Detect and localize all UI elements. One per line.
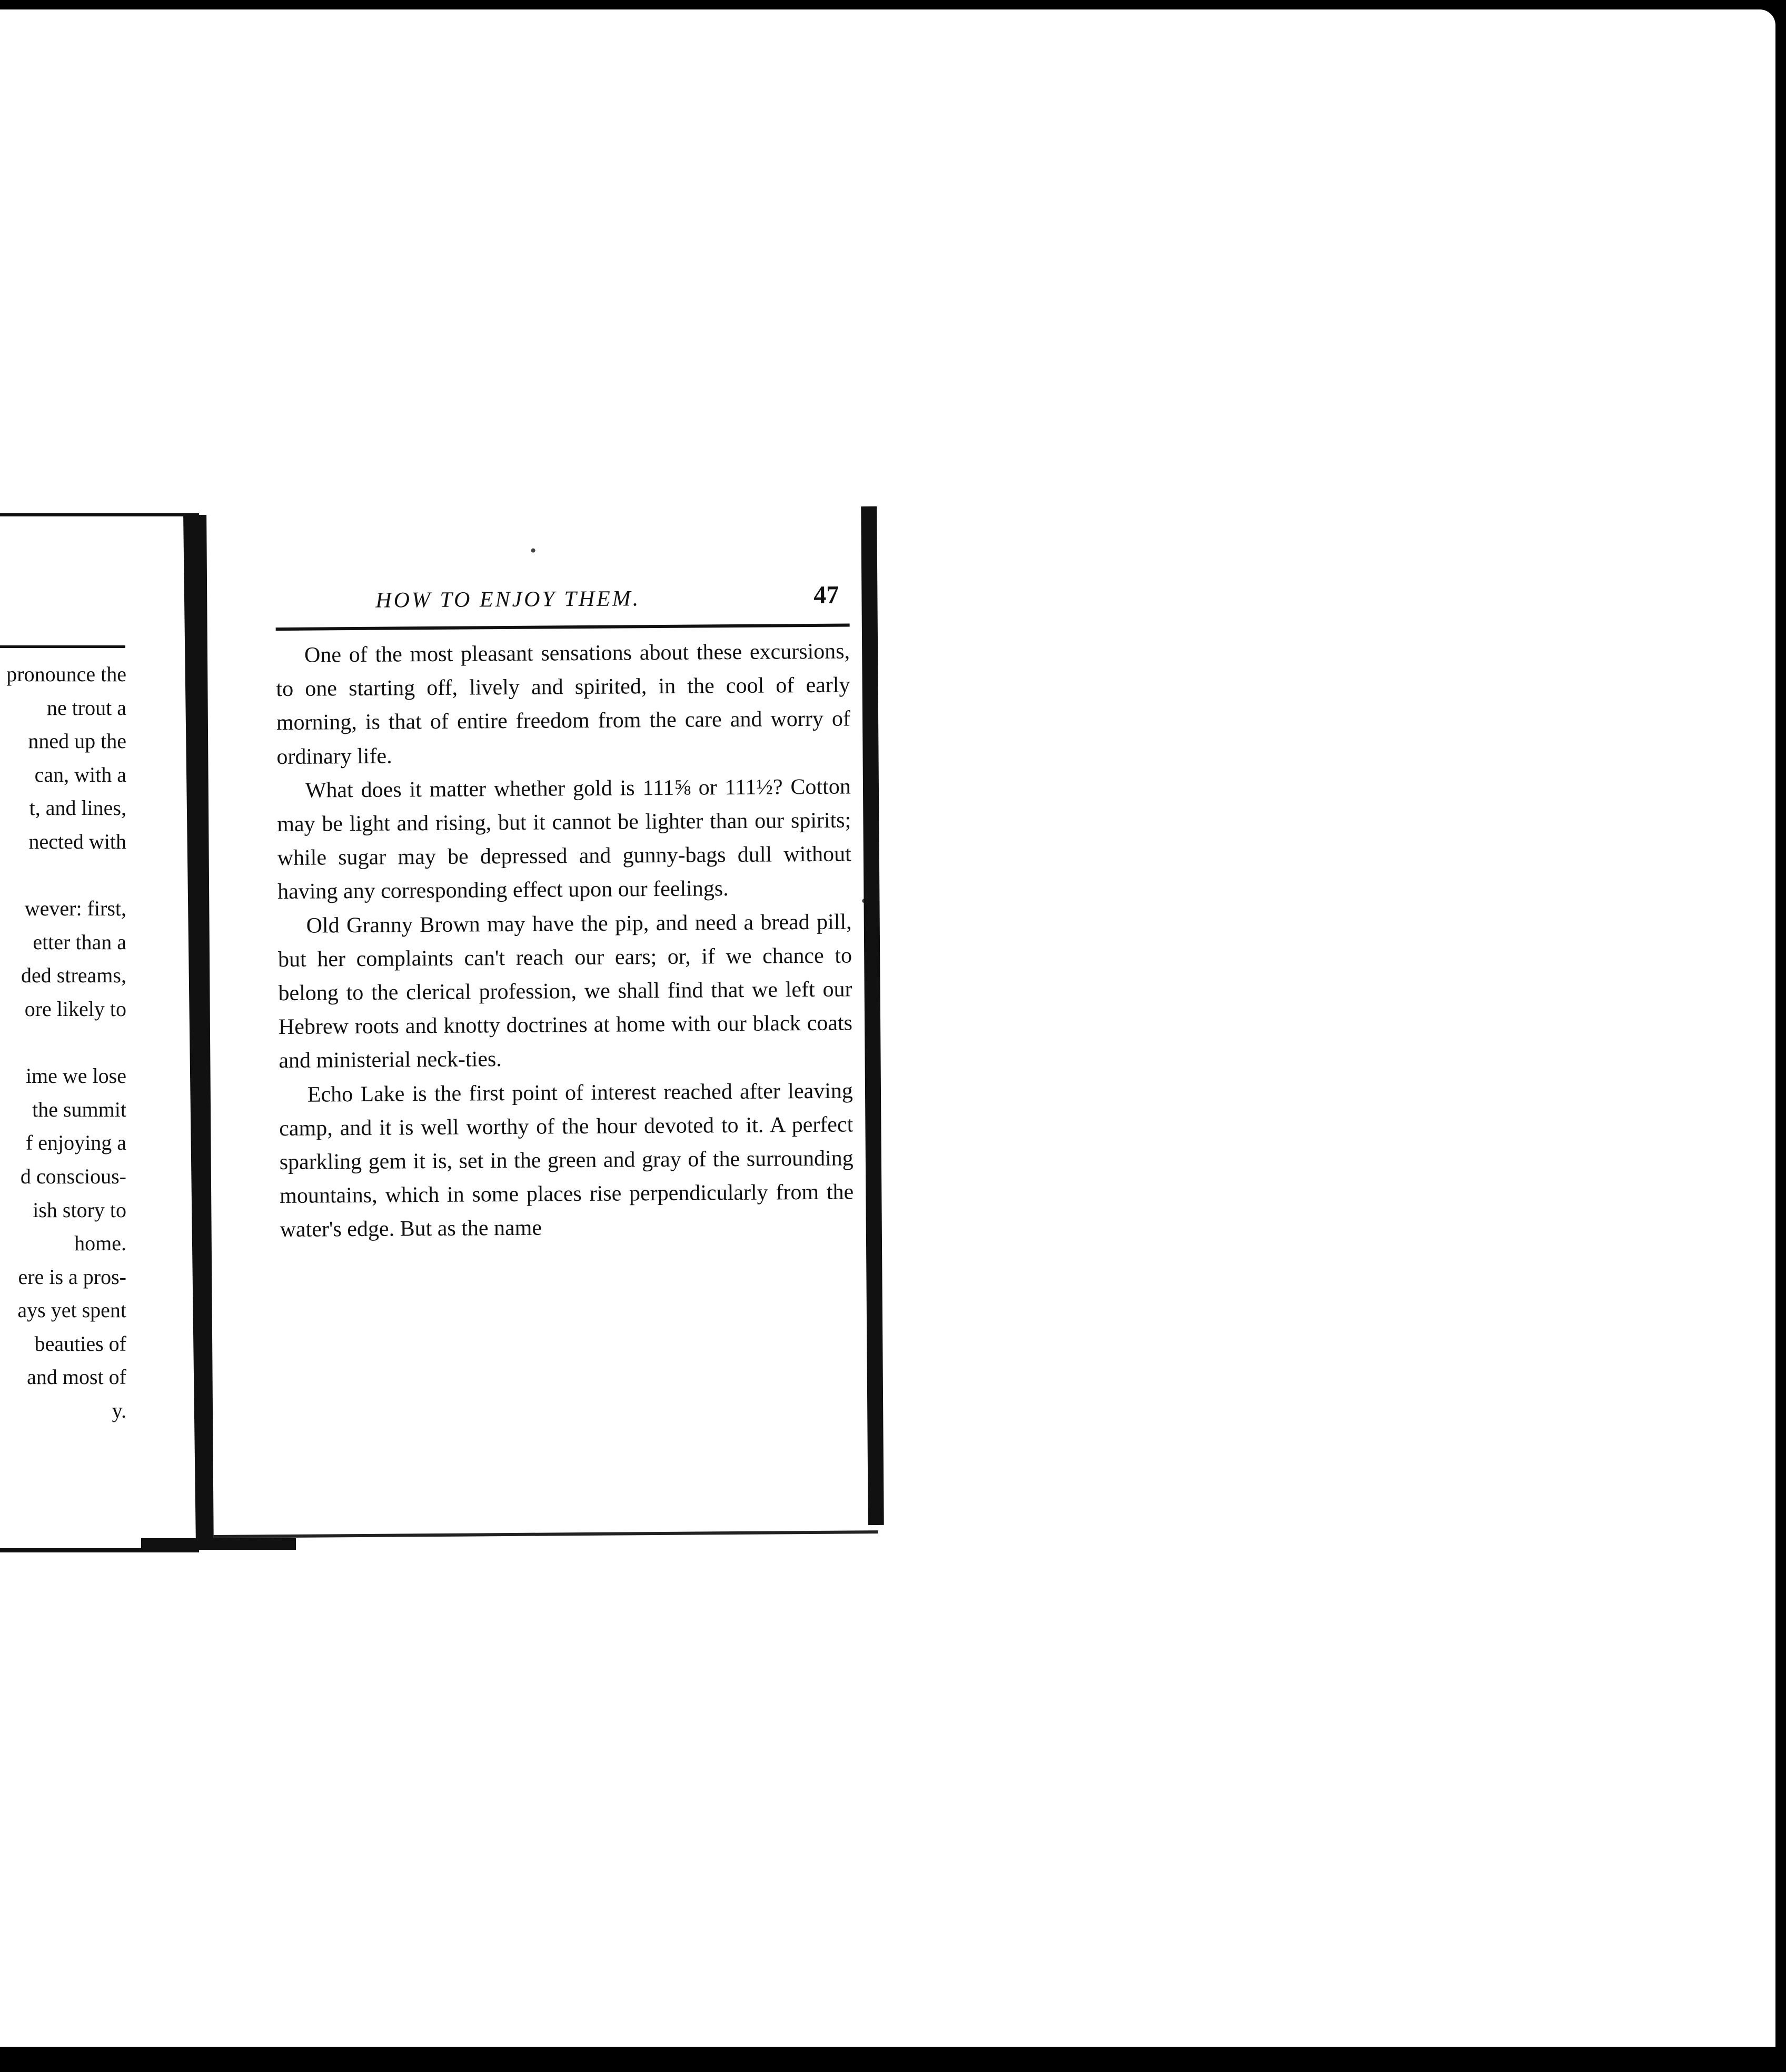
left-line: ish story to	[33, 1198, 126, 1222]
right-page	[206, 499, 878, 1538]
paragraph: One of the most pleasant sensations about these excursions, to one starting off, lively and spirited, in the cool of early morning, is that of entire freedom from the care and worry of ordinary life.	[276, 639, 851, 769]
page-number: 47	[813, 581, 839, 609]
left-line: pronounce the	[6, 662, 126, 686]
left-line: f enjoying a	[25, 1131, 126, 1155]
left-line-gap	[6, 1026, 126, 1060]
left-line: the summit	[32, 1097, 126, 1121]
left-line: and most of	[27, 1365, 126, 1389]
print-speck	[531, 549, 535, 553]
left-line: nected with	[28, 829, 126, 853]
left-line: ays yet spent	[17, 1298, 126, 1322]
spine-base	[141, 1538, 296, 1550]
left-line: ime we lose	[25, 1064, 126, 1088]
left-line: ded streams,	[21, 963, 126, 988]
page-body	[276, 634, 854, 1247]
left-line: etter than a	[33, 930, 126, 954]
running-head	[375, 581, 839, 621]
left-line: t, and lines,	[29, 796, 126, 820]
left-line: ore likely to	[24, 997, 126, 1021]
left-line: nned up the	[28, 729, 126, 753]
paragraph: Echo Lake is the first point of interest reached after leaving camp, and it is well worthy of the hour devoted to it. A perfect sparkling gem it is, set in the green and gray of the surrounding mountains, which in some places rise perpendicularly from the water's edge. But as the name	[279, 1079, 854, 1242]
paragraph: What does it matter whether gold is 111⅝ or 111½? Cotton may be light and rising, but it cannot be lighter than our spirits; while sugar may be depressed and gunny-bags dull without having any corresponding effect upon our feelings.	[277, 774, 851, 904]
paragraph: Old Granny Brown may have the pip, and need a bread pill, but her complaints can't reach our ears; or, if we chance to belong to the clerical profession, we shall find that we left our Hebrew roots and knotty doctrines at home with our black coats and ministerial neck-ties.	[277, 910, 853, 1073]
left-line: ne trout a	[46, 695, 126, 720]
left-page-text	[6, 658, 126, 1428]
left-page-rule	[0, 645, 125, 648]
left-line: ere is a pros-	[18, 1264, 126, 1289]
left-line-gap	[6, 859, 126, 892]
left-line: wever: first,	[24, 896, 126, 921]
left-line: home.	[74, 1231, 126, 1256]
left-line: y.	[112, 1399, 126, 1423]
left-page-fragment	[0, 513, 199, 1552]
running-head-title: HOW TO ENJOY THEM.	[375, 586, 641, 613]
left-line: d conscious-	[20, 1164, 126, 1188]
header-rule	[276, 623, 850, 631]
left-line: beauties of	[34, 1331, 126, 1356]
left-line: can, with a	[34, 762, 126, 786]
